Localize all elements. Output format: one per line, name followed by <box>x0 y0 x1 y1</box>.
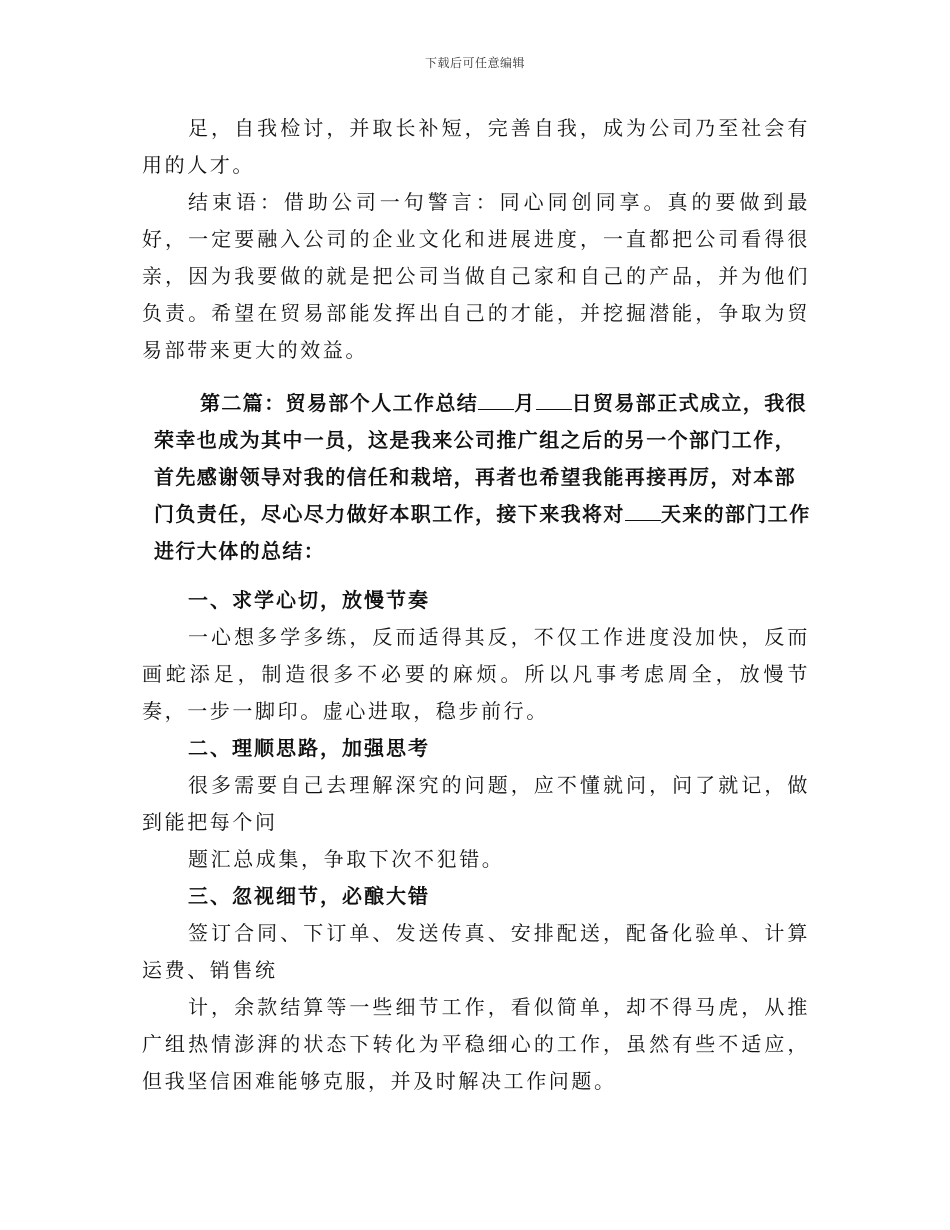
section-body-3b: 计，余款结算等一些细节工作，看似简单，却不得马虎，从推广组热情澎湃的状态下转化为平稳细心的工作，虽然有些不适应，但我坚信困难能够克服，并及时解决工作问题。 <box>142 995 810 1093</box>
day-text: 日贸易部正式成立，我 <box>571 391 786 415</box>
page-header: 下载后可任意编辑 <box>424 56 525 70</box>
blank-underline <box>478 391 514 410</box>
section-body-3a: 签订合同、下订单、发送传真、安排配送，配备化验单、计算运费、销售统 <box>142 921 810 982</box>
second-part-title: 第二篇：贸易部个人工作总结 <box>200 391 479 415</box>
section-body-2b: 题汇总成集，争取下次不犯错。 <box>188 847 505 871</box>
paragraph-conclusion: 结束语：借助公司一句警言：同心同创同享。真的要做到最好，一定要融入公司的企业文化和进展进度，一直都把公司看得很亲，因为我要做的就是把公司当做自己家和自己的产品，并为他们负责。希望在贸易部能发挥出自己的才能，并挖掘潜能，争取为贸易部带来更大的效益。 <box>142 190 810 362</box>
section-heading-1: 一、求学心切，放慢节奏 <box>188 588 430 612</box>
document-body <box>142 110 810 1100</box>
month-text: 月 <box>514 391 536 415</box>
section-body-1: 一心想多学多练，反而适得其反，不仅工作进度没加快，反而画蛇添足，制造很多不必要的麻烦。所以凡事考虑周全，放慢节奏，一步一脚印。虚心进取，稳步前行。 <box>142 625 810 723</box>
intro-text-b: 天来的部门工作进行大体的总结： <box>154 502 811 563</box>
section-heading-3: 三、忽视细节，必酿大错 <box>188 884 430 908</box>
blank-underline <box>625 502 661 521</box>
section-body-2a: 很多需要自己去理解深究的问题，应不懂就问，问了就记，做到能把每个问 <box>142 773 810 834</box>
intro-text-a: 很荣幸也成为其中一员，这是我来公司推广组之后的另一个部门工作，首先感谢领导对我的信任和栽培，再者也希望我能再接再厉，对本部门负责任，尽心尽力做好本职工作，接下来我将对 <box>154 391 808 526</box>
paragraph-continuation: 足，自我检讨，并取长补短，完善自我，成为公司乃至社会有用的人才。 <box>142 116 810 177</box>
section-heading-2: 二、理顺思路，加强思考 <box>188 736 430 760</box>
blank-underline <box>536 391 572 410</box>
second-part-intro <box>142 385 812 570</box>
